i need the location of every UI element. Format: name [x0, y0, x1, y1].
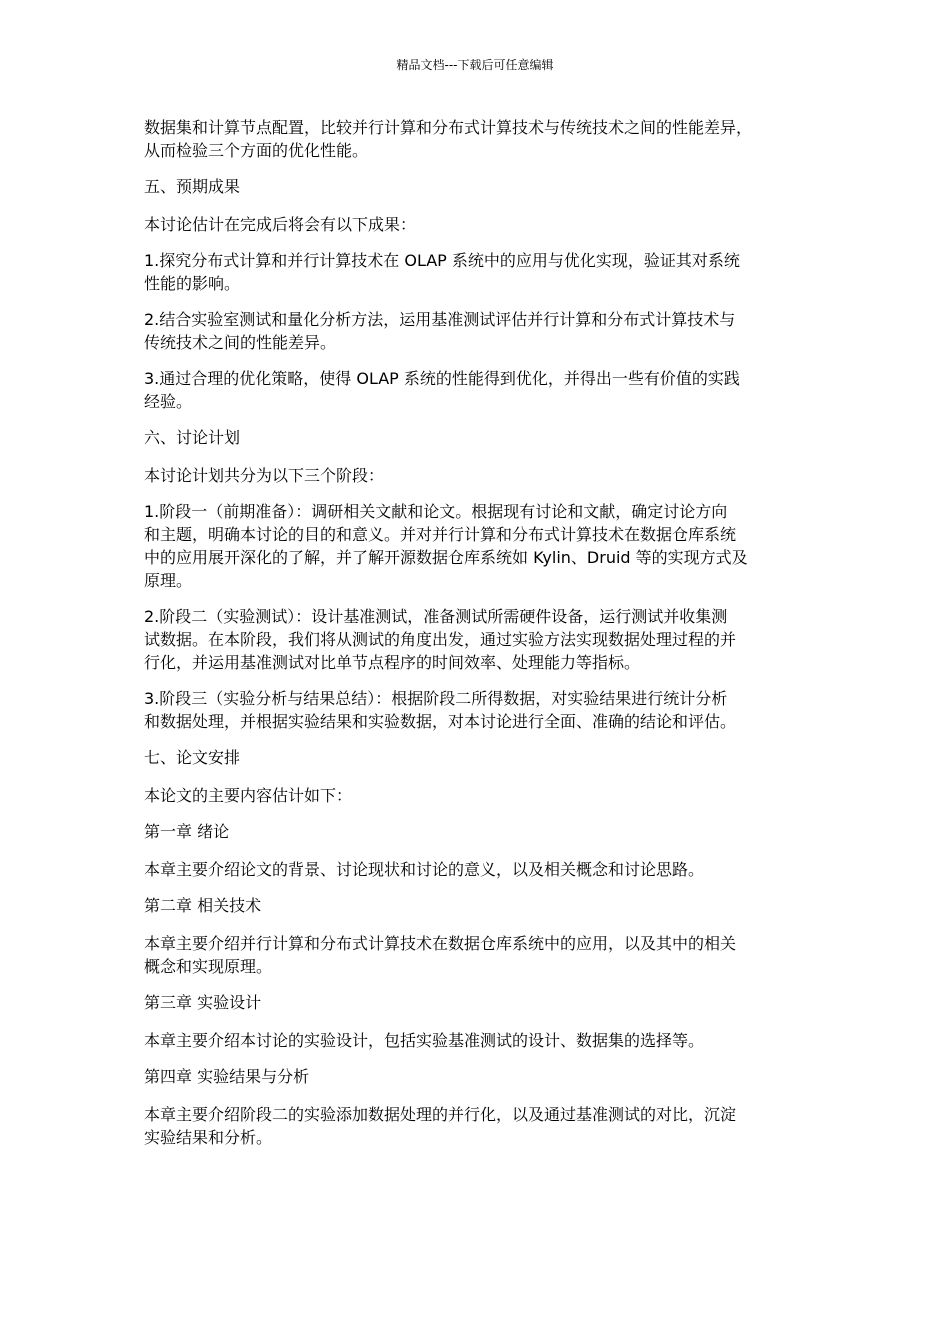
paragraph: 本章主要介绍论文的背景、讨论现状和讨论的意义，以及相关概念和讨论思路。 [144, 860, 705, 879]
paragraph: 本章主要介绍阶段二的实验添加数据处理的并行化，以及通过基准测试的对比，沉淀 实验结果和分析。 [144, 1105, 737, 1147]
list-item: 3.通过合理的优化策略，使得 OLAP 系统的性能得到优化，并得出一些有价值的实践 经验。 [144, 369, 740, 411]
section-heading: 七、论文安排 [144, 748, 241, 767]
chapter-heading: 第二章 相关技术 [144, 896, 262, 915]
page-header: 精品文档---下载后可任意编辑 [396, 58, 554, 72]
list-item: 2.阶段二（实验测试）：设计基准测试，准备测试所需硬件设备，运行测试并收集测 试数据。在本阶段，我们将从测试的角度出发，通过实验方法实现数据处理过程的并 行化，并运用基准测试对比单节点程序的时间效率、处理能力等指标。 [144, 607, 737, 672]
paragraph: 本论文的主要内容估计如下： [144, 786, 353, 805]
chapter-heading: 第三章 实验设计 [144, 993, 262, 1012]
paragraph: 本章主要介绍本讨论的实验设计，包括实验基准测试的设计、数据集的选择等。 [144, 1031, 705, 1050]
list-item: 1.探究分布式计算和并行计算技术在 OLAP 系统中的应用与优化实现，验证其对系统 性能的影响。 [144, 251, 740, 293]
chapter-heading: 第一章 绪论 [144, 822, 230, 841]
list-item: 1.阶段一（前期准备）：调研相关文献和论文。根据现有讨论和文献，确定讨论方向 和主题，明确本讨论的目的和意义。并对并行计算和分布式计算技术在数据仓库系统 中的应用展开深化的了解，并了解开源数据仓库系统如 Kylin、Druid 等的实现方式及 原理。 [144, 502, 748, 590]
section-heading: 五、预期成果 [144, 177, 241, 196]
document-body [144, 116, 814, 1162]
list-item: 2.结合实验室测试和量化分析方法，运用基准测试评估并行计算和分布式计算技术与 传统技术之间的性能差异。 [144, 310, 736, 352]
chapter-heading: 第四章 实验结果与分析 [144, 1067, 310, 1086]
paragraph: 数据集和计算节点配置，比较并行计算和分布式计算技术与传统技术之间的性能差异， 从而检验三个方面的优化性能。 [144, 118, 753, 160]
section-heading: 六、讨论计划 [144, 428, 241, 447]
list-item: 3.阶段三（实验分析与结果总结）：根据阶段二所得数据，对实验结果进行统计分析 和数据处理，并根据实验结果和实验数据，对本讨论进行全面、准确的结论和评估。 [144, 689, 737, 731]
paragraph: 本讨论计划共分为以下三个阶段： [144, 466, 385, 485]
paragraph: 本章主要介绍并行计算和分布式计算技术在数据仓库系统中的应用，以及其中的相关 概念和实现原理。 [144, 934, 737, 976]
paragraph: 本讨论估计在完成后将会有以下成果： [144, 215, 417, 234]
